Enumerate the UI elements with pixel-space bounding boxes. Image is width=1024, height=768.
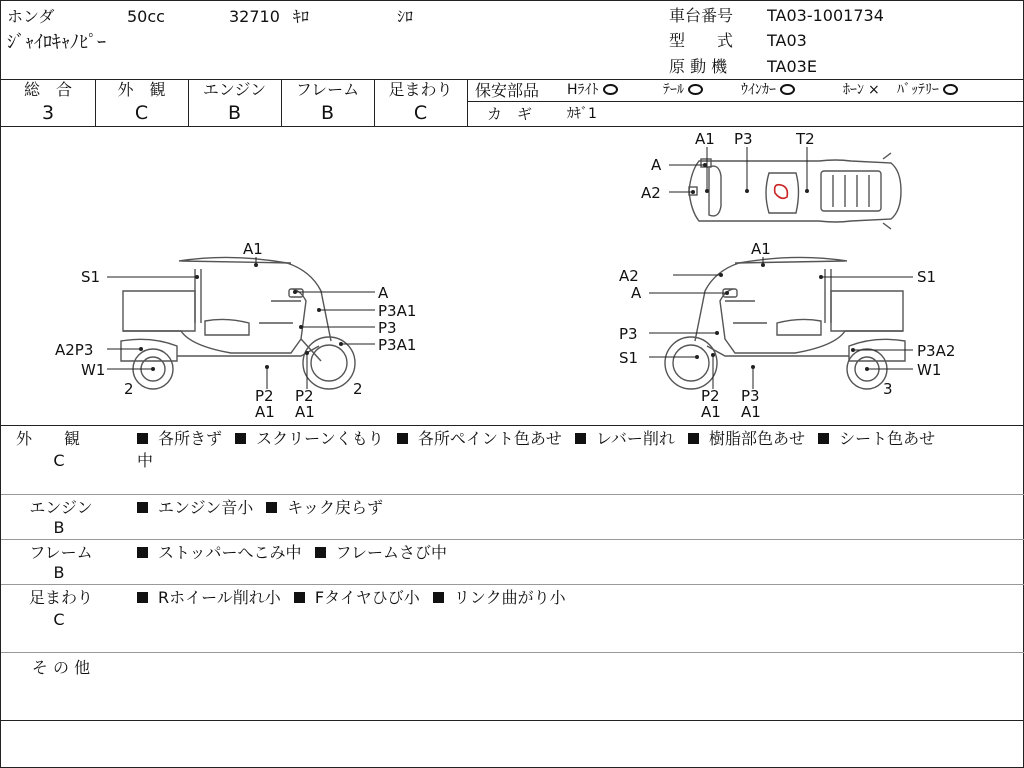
ok-mark-icon	[603, 84, 618, 95]
diagram-label: A1	[695, 130, 715, 148]
grade-overall-value: 3	[41, 102, 55, 124]
safety-item-name: ﾃｰﾙ	[663, 82, 684, 98]
diagram-label: A2P3	[55, 341, 94, 359]
engine-value: TA03E	[767, 57, 817, 76]
safety-label: 保安部品	[475, 81, 540, 100]
diagram-label: S1	[81, 268, 101, 286]
remark-frame-grade: B	[53, 563, 65, 582]
grade-overall-label: 総 合	[23, 80, 72, 99]
bullet-icon	[294, 592, 305, 603]
bullet-icon	[818, 433, 829, 444]
remark-suspension-items	[137, 587, 1017, 609]
diagram-label: A2	[641, 184, 661, 202]
remark-item: Fタイヤひび小	[314, 588, 420, 607]
remark-suspension-grade: C	[53, 610, 65, 629]
remark-item: Rホイール削れ小	[158, 588, 281, 607]
remark-item: レバー削れ	[596, 429, 675, 448]
grade-exterior-label: 外 観	[117, 80, 166, 99]
diagram-label: P3A1	[378, 302, 417, 320]
safety-item-name: ﾊﾞｯﾃﾘｰ	[897, 82, 939, 98]
safety-horn	[843, 83, 880, 97]
diagram-label: A2	[619, 267, 639, 285]
engine-label: 原 動 機	[669, 57, 728, 76]
safety-winker	[741, 83, 795, 97]
diagram-label: P3	[378, 319, 397, 337]
bullet-icon	[137, 547, 148, 558]
grade-engine-label: エンジン	[202, 80, 267, 99]
mileage-value: 32710	[229, 7, 280, 26]
remark-engine-grade: B	[53, 518, 65, 537]
divider	[467, 101, 1024, 102]
bullet-icon	[137, 592, 148, 603]
remark-frame-items	[137, 542, 1017, 564]
safety-item-name: ﾎｰﾝ	[843, 82, 864, 98]
frame-no: TA03-1001734	[767, 6, 884, 25]
diagram-label: P3	[734, 130, 753, 148]
grade-suspension-label: 足まわり	[388, 80, 453, 99]
diagram-label: S1	[619, 349, 639, 367]
remark-exterior-items	[137, 428, 1017, 472]
safety-tail	[663, 83, 703, 97]
grade-engine-value: B	[227, 102, 242, 124]
remark-item: キック戻らず	[287, 498, 383, 517]
frame-no-label: 車台番号	[669, 6, 734, 25]
bullet-icon	[397, 433, 408, 444]
diagram-label: A1	[701, 403, 721, 421]
diagram-label: 2	[124, 380, 134, 398]
remark-item: 各所ペイント色あせ	[417, 429, 562, 448]
mileage-unit: ｷﾛ	[293, 7, 310, 26]
diagram-label: S1	[917, 268, 937, 286]
bullet-icon	[315, 547, 326, 558]
grade-frame-value: B	[320, 102, 335, 124]
remark-item: フレームさび中	[335, 543, 447, 562]
bullet-icon	[137, 433, 148, 444]
diagram-label: A	[651, 156, 662, 174]
safety-item-name: ｳｲﾝｶｰ	[741, 82, 776, 98]
maker: ホンダ	[7, 7, 55, 26]
grade-suspension-value: C	[413, 102, 428, 124]
divider	[1, 539, 1024, 540]
grade-frame-label: フレーム	[295, 80, 360, 99]
bullet-icon	[266, 502, 277, 513]
diagram-label: W1	[81, 361, 106, 379]
bullet-icon	[433, 592, 444, 603]
diagram-label: P3A1	[378, 336, 417, 354]
diagram-label: T2	[796, 130, 815, 148]
diagram-label: A1	[741, 403, 761, 421]
bullet-icon	[575, 433, 586, 444]
model-name: ｼﾞｬｲﾛｷｬﾉﾋﾟｰ	[7, 32, 106, 53]
bullet-icon	[235, 433, 246, 444]
remark-frame-label: フレーム	[29, 543, 93, 562]
remark-exterior-grade: C	[53, 451, 65, 470]
divider	[1, 494, 1024, 495]
diagram-label: W1	[917, 361, 942, 379]
diagram-label: A1	[751, 240, 771, 258]
diagram-label: A	[378, 284, 389, 302]
diagram-label: P2	[701, 387, 720, 405]
key-value: ｶｷﾞ1	[567, 106, 597, 122]
bullet-icon	[688, 433, 699, 444]
remark-suspension-label: 足まわり	[28, 588, 93, 607]
type-value: TA03	[767, 31, 807, 50]
divider	[467, 79, 468, 126]
diagram-label: A1	[295, 403, 315, 421]
diagram-label: P2	[255, 387, 274, 405]
body-color: ｼﾛ	[397, 7, 414, 26]
diagram-label: A1	[243, 240, 263, 258]
diagram-label: A	[631, 284, 642, 302]
diagram-label: P3	[619, 325, 638, 343]
ok-mark-icon	[780, 84, 795, 95]
ok-mark-icon	[943, 84, 958, 95]
divider	[1, 652, 1024, 653]
remark-item: 樹脂部色あせ	[708, 429, 805, 448]
damage-diagram	[1, 127, 1024, 425]
mileage	[229, 9, 309, 25]
diagram-label: A1	[255, 403, 275, 421]
remark-item: 各所きず	[158, 429, 223, 448]
remark-engine-label: エンジン	[29, 498, 93, 517]
ng-mark-icon: ×	[868, 82, 880, 98]
remark-item: シート色あせ	[839, 429, 936, 448]
safety-battery	[897, 83, 958, 97]
remark-other-label: そ の 他	[31, 658, 91, 677]
divider	[1, 425, 1024, 426]
key-label: カ ギ	[487, 105, 533, 123]
left-roof-outline	[179, 257, 331, 341]
remark-item: エンジン音小	[158, 498, 254, 517]
bullet-icon	[137, 502, 148, 513]
divider	[1, 720, 1024, 721]
grade-exterior-value: C	[134, 102, 149, 124]
remark-item: リンク曲がり小	[453, 588, 566, 607]
remark-engine-items	[137, 497, 1017, 519]
ok-mark-icon	[688, 84, 703, 95]
remark-exterior-label: 外 観	[15, 429, 80, 448]
displacement: 50cc	[127, 7, 165, 26]
diagram-label: 2	[353, 380, 363, 398]
diagram-label: P3A2	[917, 342, 956, 360]
safety-item-name: Hﾗｲﾄ	[567, 82, 599, 98]
remark-item: ストッパーへこみ中	[158, 543, 302, 562]
damage-mark-icon	[775, 185, 788, 199]
safety-headlight	[567, 83, 618, 97]
divider	[1, 584, 1024, 585]
diagram-label: P2	[295, 387, 314, 405]
remark-item: 中	[137, 451, 154, 470]
remark-item: スクリーンくもり	[256, 429, 384, 448]
diagram-label: P3	[741, 387, 760, 405]
diagram-label: 3	[883, 380, 893, 398]
type-label: 型 式	[669, 31, 734, 50]
